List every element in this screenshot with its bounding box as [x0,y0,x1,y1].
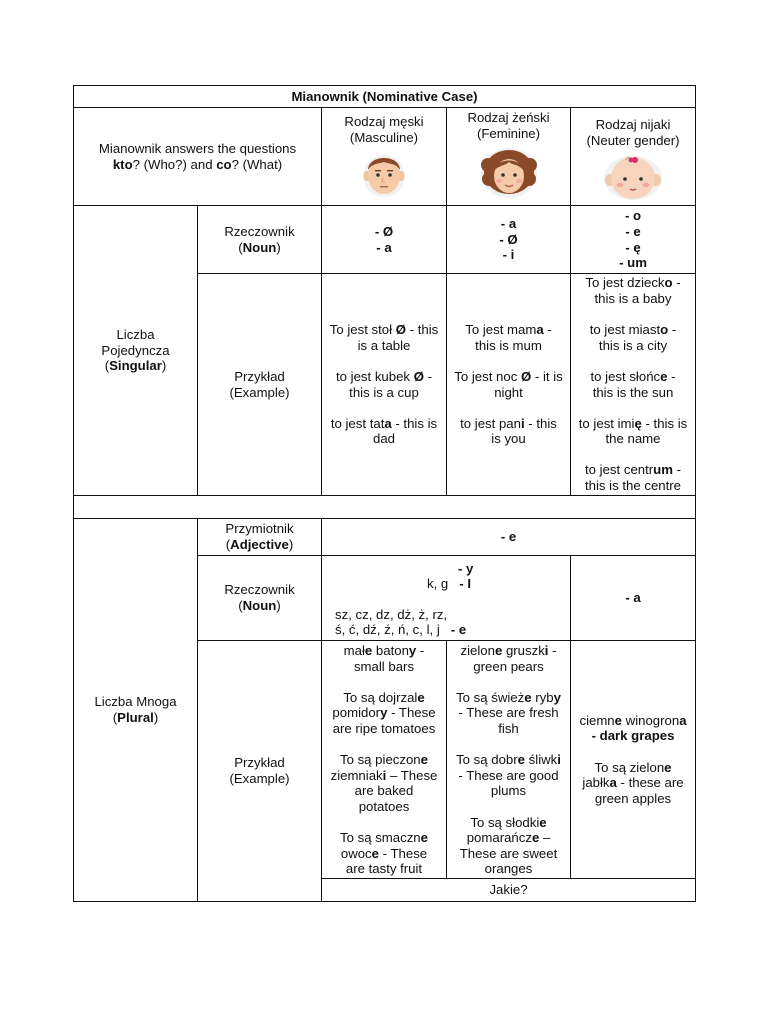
boy-face-icon [359,149,409,199]
feminine-header: Rodzaj żeński (Feminine) [447,108,571,206]
plural-adjective-label: Przymiotnik (Adjective) [198,519,322,556]
neuter-header: Rodzaj nijaki (Neuter gender) [571,108,696,206]
plural-adjective-ending: - e [322,519,696,556]
singular-feminine-examples: To jest mama - this is mum To jest noc Ø - it is night to jest pani - this is you [447,274,571,496]
girl-face-icon [479,145,539,199]
plural-feminine-examples: zielone gruszki - green pears To są świeże ryby - These are fresh fish To są dobre śliwki - These are good plums To są słodkie pomarańcze – These are sweet oranges [447,641,571,879]
intro-text: Mianownik answers the questions [98,140,297,156]
intro-questions: kto? (Who?) and co? (What) [112,156,283,172]
singular-neuter-endings: - o - e - ę - um [571,206,696,274]
plural-neuter-examples: ciemne winogrona - dark grapes To są zielone jabłka - these are green apples [571,641,696,879]
singular-example-label: Przykład (Example) [198,274,322,496]
singular-label: Liczba Pojedyncza (Singular) [74,206,198,496]
plural-question: Jakie? [322,879,696,902]
plural-neuter-ending: - a [571,556,696,641]
singular-masculine-endings: - Ø - a [322,206,447,274]
plural-noun-endings: - y k, g - I sz, cz, dz, dż, ż, rz, ś, ć, dź, ź, ń, c, l, j - e [322,556,571,641]
masculine-header: Rodzaj męski (Masculine) [322,108,447,206]
singular-noun-label: Rzeczownik (Noun) [198,206,322,274]
plural-noun-label: Rzeczownik (Noun) [198,556,322,641]
plural-example-label: Przykład (Example) [198,641,322,902]
plural-masculine-examples: małe batony - small bars To są dojrzale pomidory - These are ripe tomatoes To są pieczone ziemniaki – These are baked potatoes To są smaczne owoce - These are tasty fruit [322,641,447,879]
intro-cell [74,108,322,206]
singular-feminine-endings: - a - Ø - i [447,206,571,274]
singular-neuter-examples: To jest dziecko - this is a baby to jest miasto - this is a city to jest słońce - this is the sun to jest imię - this is the name to jest centrum - this is the centre [571,274,696,496]
baby-face-icon [602,152,664,202]
spacer-row [74,496,696,519]
singular-masculine-examples: To jest stoł Ø - this is a table to jest kubek Ø - this is a cup to jest tata - this is dad [322,274,447,496]
plural-label: Liczba Mnoga (Plural) [74,519,198,902]
nominative-case-table [73,85,696,902]
table-title: Mianownik (Nominative Case) [74,86,696,108]
